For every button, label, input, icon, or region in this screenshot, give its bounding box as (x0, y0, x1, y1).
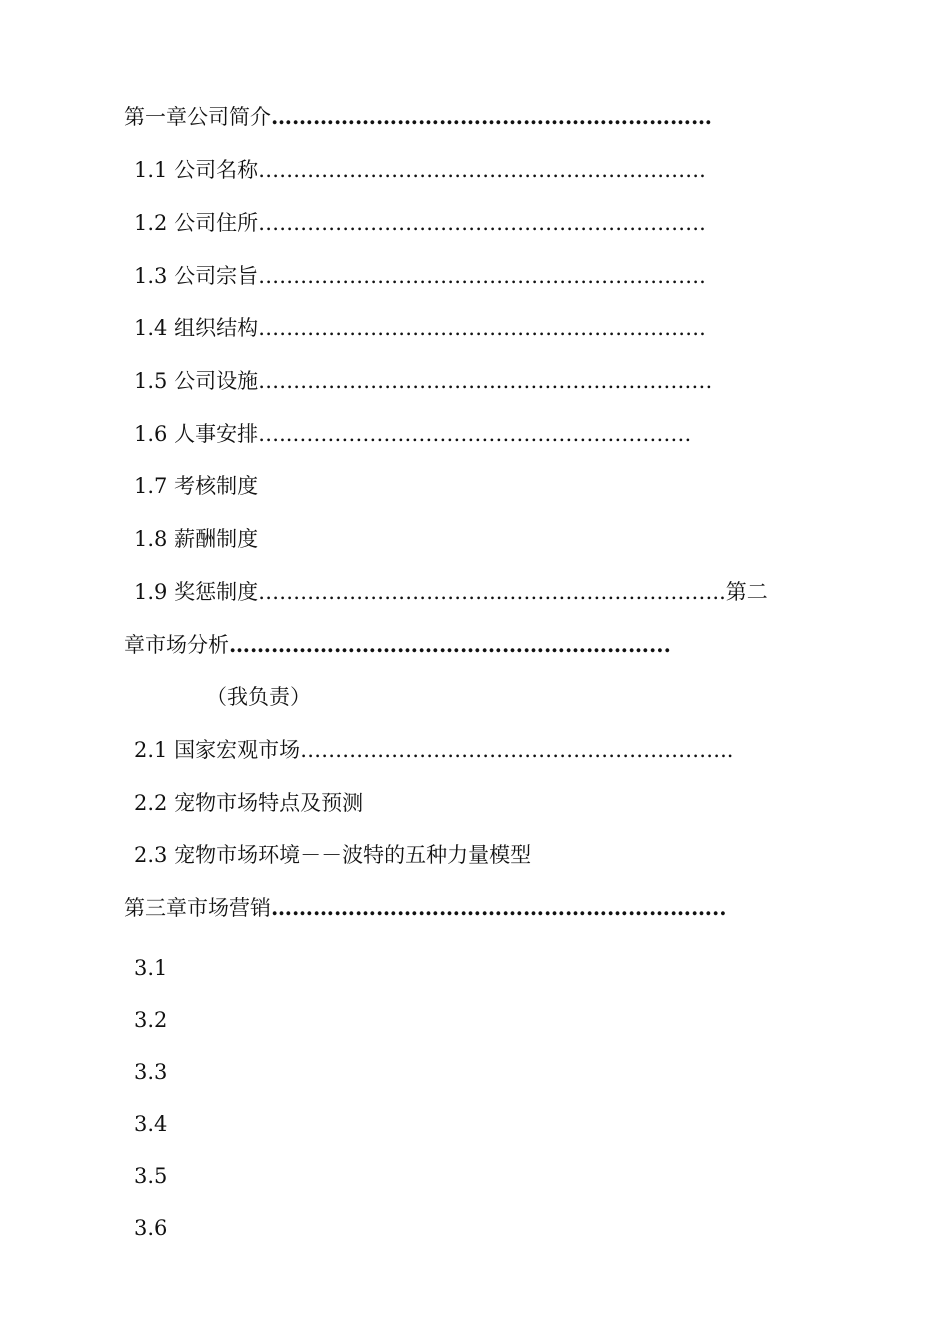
toc-item-1-1[interactable] (134, 157, 706, 183)
toc-item-3-1[interactable]: 3.1 (134, 956, 168, 980)
toc-item-label: 1.2 公司住所 (134, 211, 259, 235)
toc-item-1-5[interactable] (134, 368, 712, 394)
toc-leader: …..………………………………………………… (258, 422, 692, 446)
toc-chapter-3[interactable] (124, 895, 727, 921)
toc-chapter-2[interactable] (124, 632, 671, 658)
toc-item-2-1[interactable] (134, 737, 733, 763)
toc-item-3-5[interactable]: 3.5 (134, 1164, 168, 1188)
toc-item-1-3[interactable] (134, 263, 706, 289)
toc-leader: ………………………………………………………. (258, 264, 706, 288)
toc-item-2-2[interactable] (134, 790, 363, 816)
toc-item-label: 1.1 公司名称 (134, 158, 259, 182)
toc-item-label: 2.2 宠物市场特点及预测 (134, 791, 364, 815)
toc-item-label: 1.8 薪酬制度 (134, 527, 259, 551)
toc-leader: ……………………………..…………………………..第二 (258, 580, 768, 604)
toc-leader: ……………………………………………………….. (271, 895, 727, 920)
toc-item-1-2[interactable] (134, 210, 706, 236)
toc-item-label: 1.3 公司宗旨 (134, 264, 259, 288)
toc-chapter-1-title: 第一章公司简介 (124, 105, 271, 129)
toc-leader: ……………………………………………………… (271, 104, 712, 129)
toc-item-1-9[interactable] (134, 579, 768, 605)
toc-item-2-3[interactable] (134, 842, 531, 868)
toc-leader: ……………………………………………………... (229, 632, 671, 657)
toc-chapter-3-title: 第三章市场营销 (124, 896, 271, 920)
toc-item-1-7[interactable] (134, 473, 258, 499)
toc-item-3-6[interactable]: 3.6 (134, 1216, 168, 1240)
toc-chapter-1[interactable] (124, 104, 712, 130)
toc-item-3-4[interactable]: 3.4 (134, 1112, 168, 1136)
toc-leader: ………………………………………………………. (258, 211, 706, 235)
toc-leader: ………………………………………………………. (258, 158, 706, 182)
toc-chapter-2-note: （我负责） (206, 685, 311, 709)
toc-leader: ………………………………………………………. (258, 316, 706, 340)
toc-item-1-8[interactable] (134, 526, 258, 552)
toc-item-label: 1.7 考核制度 (134, 474, 259, 498)
toc-item-label: 2.3 宠物市场环境－－波特的五种力量模型 (134, 843, 532, 867)
toc-leader: ……………………………..………………………… (258, 369, 713, 393)
toc-item-3-3[interactable]: 3.3 (134, 1060, 168, 1084)
toc-leader: …………………………………………………….. (300, 738, 734, 762)
toc-item-label: 1.6 人事安排 (134, 422, 259, 446)
toc-chapter-2-title: 章市场分析 (124, 633, 229, 657)
toc-item-label: 1.5 公司设施 (134, 369, 259, 393)
toc-item-1-6[interactable] (134, 421, 691, 447)
toc-item-label: 1.4 组织结构 (134, 316, 259, 340)
toc-item-label: 1.9 奖惩制度 (134, 580, 259, 604)
toc-item-1-4[interactable] (134, 315, 706, 341)
toc-item-3-2[interactable]: 3.2 (134, 1008, 168, 1032)
toc-item-label: 2.1 国家宏观市场 (134, 738, 301, 762)
